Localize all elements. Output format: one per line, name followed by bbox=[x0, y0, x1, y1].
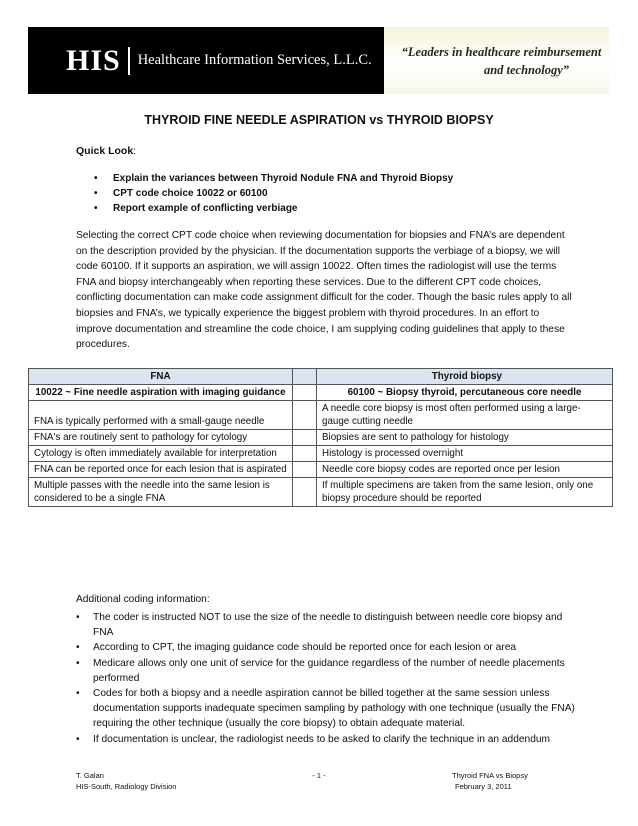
table-row bbox=[29, 401, 613, 430]
quick-look-label: Quick Look bbox=[76, 145, 134, 157]
company-name: Healthcare Information Services, L.L.C. bbox=[137, 52, 372, 68]
list-item-text: Report example of conflicting verbiage bbox=[113, 203, 298, 214]
table-row bbox=[29, 462, 613, 478]
logo-mark: HIS bbox=[66, 43, 121, 77]
list-item-text: Medicare allows only one unit of service for the guidance regardless of the number of needle placements performed bbox=[93, 657, 565, 684]
additional-info-list bbox=[76, 610, 576, 747]
bullet-icon: • bbox=[94, 173, 98, 184]
list-item-text: CPT code choice 10022 or 60100 bbox=[113, 188, 268, 199]
list-item-text: Explain the variances between Thyroid Nodule FNA and Thyroid Biopsy bbox=[113, 173, 454, 184]
slogan-box bbox=[384, 27, 609, 94]
quick-look-colon: : bbox=[133, 145, 137, 157]
cell-biopsy: If multiple specimens are taken from the same lesion, only one biopsy procedure should be reported bbox=[317, 478, 613, 507]
table-header-row bbox=[29, 369, 613, 385]
bullet-icon: • bbox=[76, 612, 80, 623]
list-item bbox=[76, 656, 576, 686]
company-logo bbox=[66, 44, 372, 78]
header-spacer bbox=[293, 369, 317, 385]
list-item-text: The coder is instructed NOT to use the size of the needle to distinguish between needle core biopsy and FNA bbox=[93, 612, 563, 639]
cell-spacer bbox=[293, 385, 317, 401]
slogan-line-1: “Leaders in healthcare reimbursement bbox=[401, 44, 602, 59]
quick-look-heading bbox=[76, 145, 136, 157]
cell-fna: FNA's are routinely sent to pathology for cytology bbox=[29, 430, 293, 446]
list-item bbox=[94, 201, 453, 216]
header-banner bbox=[28, 27, 609, 94]
footer-page-number: - 1 - bbox=[312, 771, 326, 780]
slogan-line-2: and technology” bbox=[483, 62, 570, 77]
list-item-text: If documentation is unclear, the radiologist needs to be asked to clarify the technique in an addendum bbox=[93, 733, 551, 745]
cell-biopsy: Biopsies are sent to pathology for histology bbox=[317, 430, 613, 446]
document-title: THYROID FINE NEEDLE ASPIRATION vs THYROID BIOPSY bbox=[144, 113, 494, 127]
cell-spacer bbox=[293, 430, 317, 446]
quick-look-list bbox=[94, 171, 453, 216]
list-item-text: Codes for both a biopsy and a needle aspiration cannot be billed together at the same session unless documentation supports inadequate specimen sampling by pathology with one technique (usually the FNA) requiring the other technique (usually the core biopsy) to obtain adequate material. bbox=[93, 688, 575, 730]
list-item bbox=[94, 171, 453, 186]
cell-spacer bbox=[293, 446, 317, 462]
cell-fna: Multiple passes with the needle into the same lesion is considered to be a single FNA bbox=[29, 478, 293, 507]
cell-biopsy: Needle core biopsy codes are reported once per lesion bbox=[317, 462, 613, 478]
footer-date: February 3, 2011 bbox=[455, 782, 512, 791]
table-row bbox=[29, 478, 613, 507]
list-item bbox=[94, 186, 453, 201]
list-item bbox=[76, 640, 576, 655]
bullet-icon: • bbox=[76, 657, 80, 669]
footer-right bbox=[452, 770, 528, 792]
additional-info-heading: Additional coding information: bbox=[76, 594, 210, 605]
footer-author: T. Galan bbox=[76, 771, 104, 780]
cell-spacer bbox=[293, 462, 317, 478]
comparison-table bbox=[28, 368, 613, 507]
cell-fna: FNA can be reported once for each lesion that is aspirated bbox=[29, 462, 293, 478]
footer-doc-title: Thyroid FNA vs Biopsy bbox=[452, 771, 528, 780]
list-item bbox=[76, 732, 576, 747]
code-fna: 10022 ~ Fine needle aspiration with imaging guidance bbox=[29, 385, 293, 401]
list-item bbox=[76, 610, 576, 640]
code-biopsy: 60100 ~ Biopsy thyroid, percutaneous core needle bbox=[317, 385, 613, 401]
header-fna: FNA bbox=[29, 369, 293, 385]
list-item-text: According to CPT, the imaging guidance code should be reported once for each lesion or area bbox=[93, 642, 517, 654]
list-item bbox=[76, 686, 576, 732]
cell-spacer bbox=[293, 478, 317, 507]
bullet-icon: • bbox=[76, 688, 80, 700]
cell-biopsy: Histology is processed overnight bbox=[317, 446, 613, 462]
bullet-icon: • bbox=[76, 642, 80, 654]
cell-fna: Cytology is often immediately available for interpretation bbox=[29, 446, 293, 462]
table-row bbox=[29, 430, 613, 446]
logo-divider bbox=[128, 47, 130, 75]
cell-fna: FNA is typically performed with a small-gauge needle bbox=[29, 401, 293, 430]
cell-spacer bbox=[293, 401, 317, 430]
bullet-icon: • bbox=[94, 203, 98, 214]
footer-division: HIS-South, Radiology Division bbox=[76, 782, 177, 791]
cell-biopsy: A needle core biopsy is most often performed using a large-gauge cutting needle bbox=[317, 401, 613, 430]
intro-paragraph: Selecting the correct CPT code choice when reviewing documentation for biopsies and FNA’s are dependent on the description provided by the physician. If the documentation supports the verbiage of a biopsy, we will code 60100. If it supports an aspiration, we will assign 10022. Often times the radiologist will use the terms FNA and biopsy interchangeably when reporting these services. Due to the different CPT code choices, conflicting documentation can make code assignment difficult for the coder. Though the basic rules apply to all biopsies and FNA’s, we typically experience the biggest problem with thyroid procedures. In an effort to improve documentation and streamline the code choice, I am supplying coding guidelines that apply to these procedures. bbox=[76, 230, 572, 351]
bullet-icon: • bbox=[94, 188, 98, 199]
table-row bbox=[29, 385, 613, 401]
table-row bbox=[29, 446, 613, 462]
header-thyroid-biopsy: Thyroid biopsy bbox=[317, 369, 613, 385]
bullet-icon: • bbox=[76, 733, 80, 745]
